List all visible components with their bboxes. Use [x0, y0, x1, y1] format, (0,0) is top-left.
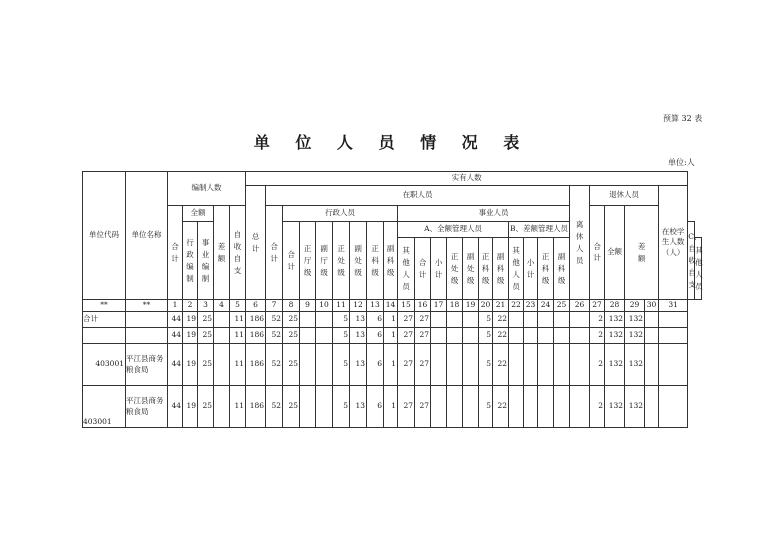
value-cell: 1	[384, 386, 398, 428]
header-b-fu-ke: 副科级	[554, 238, 570, 300]
value-cell	[570, 344, 590, 386]
header-unit-name: 单位名称	[126, 172, 168, 300]
value-cell	[509, 328, 524, 344]
header-a-xiaoji: 小计	[431, 238, 447, 300]
header-c-zishou: C、自收自支	[688, 222, 695, 300]
value-cell: 52	[266, 328, 283, 344]
value-cell: 2	[590, 344, 605, 386]
table-row	[83, 386, 702, 428]
value-cell: 2	[590, 328, 605, 344]
value-cell: 186	[246, 344, 266, 386]
header-lixiu: 离休人员	[570, 186, 590, 300]
value-cell: 2	[590, 312, 605, 328]
value-cell	[554, 344, 570, 386]
value-cell: 27	[415, 344, 431, 386]
value-cell: 11	[230, 344, 246, 386]
header-a-zheng-chu: 正处级	[447, 238, 463, 300]
table-row	[83, 328, 702, 344]
unit-label: 单位:人	[668, 158, 695, 167]
value-cell: 5	[479, 344, 493, 386]
value-cell	[447, 344, 463, 386]
value-cell: 13	[350, 386, 367, 428]
header-zaizhi-heji: 合计	[266, 206, 283, 300]
header-a-quane: A、全额管理人员	[398, 222, 509, 238]
value-cell: 25	[198, 312, 214, 328]
value-cell	[431, 328, 447, 344]
value-cell: 27	[398, 328, 415, 344]
header-zheng-chu: 正处级	[333, 222, 350, 300]
table-row	[83, 312, 702, 328]
value-cell: 25	[198, 344, 214, 386]
header-tuixiu-chae: 差额	[625, 206, 659, 300]
value-cell: 186	[246, 312, 266, 328]
value-cell: 25	[283, 386, 300, 428]
header-zaizhi: 在职人员	[266, 186, 570, 206]
header-a-fu-chu: 副处级	[463, 238, 479, 300]
value-cell: 5	[479, 386, 493, 428]
header-a-qita: 其他人员	[509, 238, 524, 300]
header-zaixiao: 在校学生人数（人）	[659, 186, 688, 300]
value-cell	[214, 312, 230, 328]
value-cell	[554, 328, 570, 344]
header-a-heji: 合计	[415, 238, 431, 300]
value-cell: 44	[168, 312, 183, 328]
header-shiyou: 实有人数	[246, 172, 688, 186]
value-cell	[509, 386, 524, 428]
value-cell	[447, 386, 463, 428]
value-cell	[447, 312, 463, 328]
value-cell	[214, 386, 230, 428]
value-cell: 1	[384, 344, 398, 386]
header-shiye-staff: 事业人员	[398, 206, 590, 222]
header-heji: 合计	[168, 206, 183, 300]
value-cell: 44	[168, 344, 183, 386]
value-cell: 6	[367, 344, 384, 386]
form-number: 预算 32 表	[663, 114, 703, 123]
value-cell	[463, 386, 479, 428]
row-name	[126, 328, 168, 344]
row-code	[83, 328, 126, 344]
column-number-row: ** ** 1 2 3 4 5 6 7 8 9 10 11 12 13 14 15 16 17 18 19 20 21 22 23 24 25 26 27 28 29 30 31	[83, 300, 702, 312]
header-zheng-ting: 正厅级	[300, 222, 316, 300]
row-code: 403001	[83, 386, 126, 428]
value-cell	[645, 386, 659, 428]
value-cell: 25	[283, 344, 300, 386]
header-tuixiu: 退休人员	[590, 186, 659, 206]
value-cell	[538, 312, 554, 328]
value-cell	[447, 328, 463, 344]
header-unit-code: 单位代码	[83, 172, 126, 300]
value-cell	[659, 344, 688, 386]
value-cell: 5	[479, 312, 493, 328]
value-cell: 132	[605, 328, 625, 344]
value-cell: 1	[384, 328, 398, 344]
header-fu-ting: 副厅级	[316, 222, 333, 300]
value-cell: 25	[198, 386, 214, 428]
value-cell	[300, 312, 316, 328]
value-cell	[431, 386, 447, 428]
row-name: 平江县商务粮食局	[126, 386, 168, 428]
header-xingzheng-staff: 行政人员	[283, 206, 398, 222]
value-cell: 27	[398, 344, 415, 386]
value-cell	[538, 328, 554, 344]
row-name	[126, 312, 168, 328]
value-cell	[214, 344, 230, 386]
value-cell: 5	[333, 312, 350, 328]
header-tuixiu-heji: 合计	[590, 206, 605, 300]
header-b-xiaoji: 小计	[524, 238, 538, 300]
value-cell: 52	[266, 386, 283, 428]
table-row	[83, 344, 702, 386]
value-cell: 19	[183, 312, 198, 328]
value-cell	[570, 328, 590, 344]
header-bianzhi: 编制人数	[168, 172, 246, 206]
value-cell	[554, 312, 570, 328]
header-b-chae: B、差额管理人员	[509, 222, 570, 238]
value-cell: 5	[333, 344, 350, 386]
value-cell: 27	[415, 386, 431, 428]
value-cell	[463, 328, 479, 344]
value-cell	[463, 312, 479, 328]
value-cell: 186	[246, 328, 266, 344]
value-cell	[538, 386, 554, 428]
value-cell: 27	[398, 312, 415, 328]
header-a-zheng-ke: 正科级	[479, 238, 493, 300]
value-cell	[570, 312, 590, 328]
value-cell	[554, 386, 570, 428]
value-cell: 25	[283, 328, 300, 344]
value-cell: 22	[493, 312, 509, 328]
header-chae: 差额	[214, 206, 230, 300]
value-cell: 13	[350, 312, 367, 328]
value-cell	[509, 344, 524, 386]
value-cell	[659, 328, 688, 344]
value-cell: 25	[198, 328, 214, 344]
value-cell	[645, 312, 659, 328]
value-cell	[524, 344, 538, 386]
value-cell: 5	[333, 328, 350, 344]
value-cell: 52	[266, 344, 283, 386]
header-xingzheng-bianzhi: 行政编制	[183, 222, 198, 300]
header-xz-heji: 合计	[283, 222, 300, 300]
value-cell: 22	[493, 328, 509, 344]
value-cell: 44	[168, 386, 183, 428]
value-cell: 5	[479, 328, 493, 344]
value-cell: 6	[367, 312, 384, 328]
value-cell: 2	[590, 386, 605, 428]
value-cell	[316, 386, 333, 428]
value-cell: 52	[266, 312, 283, 328]
value-cell: 19	[183, 328, 198, 344]
row-name: 平江县商务粮食局	[126, 344, 168, 386]
value-cell: 132	[625, 386, 645, 428]
value-cell: 132	[605, 312, 625, 328]
header-b-zheng-ke: 正科级	[538, 238, 554, 300]
header-zishou: 自收自支	[230, 206, 246, 300]
value-cell: 22	[493, 344, 509, 386]
value-cell: 19	[183, 386, 198, 428]
value-cell	[431, 344, 447, 386]
row-code: 合计	[83, 312, 126, 328]
value-cell	[316, 344, 333, 386]
value-cell: 1	[384, 312, 398, 328]
value-cell	[570, 386, 590, 428]
value-cell: 11	[230, 386, 246, 428]
value-cell	[431, 312, 447, 328]
value-cell	[524, 312, 538, 328]
value-cell: 132	[605, 386, 625, 428]
value-cell: 13	[350, 328, 367, 344]
value-cell: 27	[398, 386, 415, 428]
value-cell	[645, 328, 659, 344]
header-a-fu-ke: 副科级	[493, 238, 509, 300]
value-cell	[214, 328, 230, 344]
header-tuixiu-quane: 全额	[605, 206, 625, 300]
value-cell: 132	[625, 344, 645, 386]
value-cell: 132	[625, 328, 645, 344]
header-b-qita: 其他人员	[695, 238, 702, 300]
value-cell: 44	[168, 328, 183, 344]
value-cell: 6	[367, 328, 384, 344]
value-cell	[659, 386, 688, 428]
value-cell: 11	[230, 312, 246, 328]
value-cell: 27	[415, 312, 431, 328]
value-cell: 11	[230, 328, 246, 344]
value-cell: 132	[605, 344, 625, 386]
page-title: 单 位 人 员 情 况 表	[253, 133, 530, 152]
value-cell	[509, 312, 524, 328]
value-cell	[316, 328, 333, 344]
header-zongji: 总计	[246, 186, 266, 300]
value-cell	[300, 328, 316, 344]
value-cell	[300, 344, 316, 386]
value-cell	[463, 344, 479, 386]
header-quane: 全额	[183, 206, 214, 222]
value-cell: 22	[493, 386, 509, 428]
value-cell	[524, 386, 538, 428]
value-cell: 13	[350, 344, 367, 386]
value-cell: 5	[333, 386, 350, 428]
value-cell: 27	[415, 328, 431, 344]
header-shiye-bianzhi: 事业编制	[198, 222, 214, 300]
header-qita: 其他人员	[398, 238, 415, 300]
value-cell: 132	[625, 312, 645, 328]
header-zheng-ke: 正科级	[367, 222, 384, 300]
value-cell	[659, 312, 688, 328]
value-cell	[538, 344, 554, 386]
value-cell: 19	[183, 344, 198, 386]
header-fu-ke: 副科级	[384, 222, 398, 300]
value-cell: 25	[283, 312, 300, 328]
value-cell	[300, 386, 316, 428]
value-cell: 6	[367, 386, 384, 428]
value-cell	[645, 344, 659, 386]
value-cell	[524, 328, 538, 344]
row-code: 403001	[83, 344, 126, 386]
value-cell: 186	[246, 386, 266, 428]
personnel-table	[82, 171, 702, 428]
value-cell	[316, 312, 333, 328]
header-fu-chu: 副处级	[350, 222, 367, 300]
